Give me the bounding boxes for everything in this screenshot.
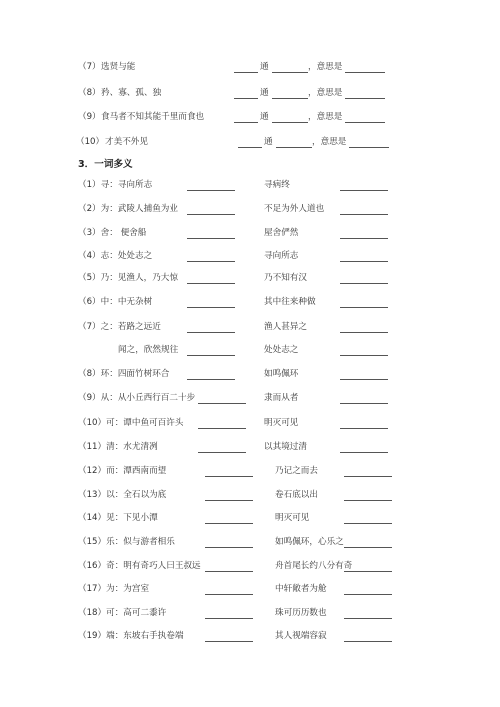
answer-blank[interactable] bbox=[187, 214, 235, 215]
polysemy-row bbox=[0, 537, 500, 549]
answer-blank[interactable] bbox=[276, 147, 312, 148]
left-phrase: 闻之，欣然规往 bbox=[118, 345, 179, 355]
answer-blank[interactable] bbox=[344, 571, 392, 572]
left-phrase: （2）为：武陵人捕鱼为业 bbox=[78, 204, 178, 214]
answer-blank[interactable] bbox=[187, 355, 235, 356]
answer-blank[interactable] bbox=[187, 379, 235, 380]
right-phrase: 明灭可见 bbox=[275, 513, 310, 523]
polysemy-row bbox=[0, 273, 500, 285]
polysemy-row bbox=[0, 369, 500, 381]
right-phrase: 中轩敞者为舱 bbox=[275, 584, 327, 594]
answer-blank[interactable] bbox=[344, 500, 392, 501]
left-phrase: （19）端：东坡右手执卷端 bbox=[78, 631, 184, 641]
answer-blank[interactable] bbox=[344, 476, 392, 477]
left-phrase: （16）奇：明有奇巧人曰王叔远 bbox=[78, 561, 201, 571]
item-number: （8） bbox=[78, 88, 101, 98]
phrase-text: 选贤与能 bbox=[101, 62, 136, 72]
item-number: （9） bbox=[78, 112, 101, 122]
tongjia-row bbox=[0, 137, 500, 149]
answer-blank[interactable] bbox=[349, 147, 389, 148]
answer-blank[interactable] bbox=[344, 641, 392, 642]
tongjia-row bbox=[0, 88, 500, 100]
left-phrase: （5）乃：见渔人，乃大惊 bbox=[78, 273, 178, 283]
polysemy-row bbox=[0, 393, 500, 405]
phrase-text: 食马者不知其能千里而食也 bbox=[101, 112, 205, 122]
answer-blank[interactable] bbox=[272, 98, 308, 99]
right-phrase: 其人视端容寂 bbox=[275, 631, 327, 641]
polysemy-row bbox=[0, 608, 500, 620]
polysemy-row bbox=[0, 513, 500, 525]
right-phrase: 如鸣佩环，心乐之 bbox=[275, 537, 344, 547]
right-phrase: 以其境过清 bbox=[264, 442, 307, 452]
answer-blank[interactable] bbox=[198, 452, 246, 453]
answer-blank[interactable] bbox=[234, 72, 258, 73]
right-phrase: 渔人甚异之 bbox=[264, 322, 307, 332]
tongjia-row bbox=[0, 112, 500, 124]
polysemy-row bbox=[0, 297, 500, 309]
polysemy-row bbox=[0, 490, 500, 502]
answer-blank[interactable] bbox=[340, 261, 388, 262]
answer-blank[interactable] bbox=[344, 547, 392, 548]
section-title: 3．一词多义 bbox=[78, 159, 133, 170]
phrase-text: 矜、寡、孤、独 bbox=[101, 88, 162, 98]
left-phrase: （9）从：从小丘西行百二十步 bbox=[78, 393, 196, 403]
answer-blank[interactable] bbox=[234, 98, 258, 99]
left-phrase: （6）中：中无杂树 bbox=[78, 297, 153, 307]
right-phrase: 寻向所志 bbox=[264, 251, 299, 261]
answer-blank[interactable] bbox=[205, 571, 253, 572]
answer-blank[interactable] bbox=[340, 307, 388, 308]
meaning-label: ，意思是 bbox=[308, 88, 343, 98]
right-phrase: 寻病终 bbox=[264, 180, 290, 190]
right-phrase: 如鸣佩环 bbox=[264, 369, 299, 379]
answer-blank[interactable] bbox=[238, 147, 262, 148]
answer-blank[interactable] bbox=[198, 428, 246, 429]
right-phrase: 舟首尾长约八分有奇 bbox=[275, 561, 353, 571]
polysemy-row bbox=[0, 631, 500, 643]
answer-blank[interactable] bbox=[340, 452, 388, 453]
phrase-text: 才美不外见 bbox=[105, 137, 148, 147]
meaning-label: ，意思是 bbox=[312, 137, 347, 147]
answer-blank[interactable] bbox=[345, 72, 385, 73]
answer-blank[interactable] bbox=[340, 283, 388, 284]
answer-blank[interactable] bbox=[340, 332, 388, 333]
answer-blank[interactable] bbox=[234, 122, 258, 123]
answer-blank[interactable] bbox=[345, 98, 385, 99]
answer-blank[interactable] bbox=[205, 618, 253, 619]
answer-blank[interactable] bbox=[340, 379, 388, 380]
left-phrase: （13）以：全石以为底 bbox=[78, 490, 167, 500]
right-phrase: 屋舍俨然 bbox=[264, 228, 299, 238]
right-phrase: 珠可历历数也 bbox=[275, 608, 327, 618]
answer-blank[interactable] bbox=[272, 72, 308, 73]
tong-label: 通 bbox=[260, 62, 269, 72]
right-phrase: 乃不知有汉 bbox=[264, 273, 307, 283]
right-phrase: 不足为外人道也 bbox=[264, 204, 325, 214]
tong-label: 通 bbox=[260, 88, 269, 98]
tong-label: 通 bbox=[260, 112, 269, 122]
polysemy-row bbox=[0, 228, 500, 240]
answer-blank[interactable] bbox=[340, 190, 388, 191]
polysemy-row bbox=[0, 251, 500, 263]
polysemy-row bbox=[0, 584, 500, 596]
left-phrase: （11）清：水尤清冽 bbox=[78, 442, 158, 452]
left-phrase: （1）寻：寻向所志 bbox=[78, 180, 153, 190]
right-phrase: 卷石底以出 bbox=[275, 490, 318, 500]
left-phrase: （10）可：谭中鱼可百许头 bbox=[78, 418, 184, 428]
left-phrase: （8）环：四面竹树环合 bbox=[78, 369, 170, 379]
polysemy-row bbox=[0, 561, 500, 573]
answer-blank[interactable] bbox=[205, 547, 253, 548]
right-phrase: 其中往来种做 bbox=[264, 297, 316, 307]
answer-blank[interactable] bbox=[187, 190, 235, 191]
tong-label: 通 bbox=[264, 137, 273, 147]
item-number: （7） bbox=[78, 62, 101, 72]
meaning-label: ，意思是 bbox=[308, 112, 343, 122]
answer-blank[interactable] bbox=[340, 355, 388, 356]
answer-blank[interactable] bbox=[205, 523, 253, 524]
left-phrase: （12）而：潭西南而望 bbox=[78, 466, 167, 476]
answer-blank[interactable] bbox=[345, 122, 385, 123]
answer-blank[interactable] bbox=[187, 238, 235, 239]
answer-blank[interactable] bbox=[340, 403, 388, 404]
right-phrase: 处处志之 bbox=[264, 345, 299, 355]
right-phrase: 乃记之而去 bbox=[275, 466, 318, 476]
answer-blank[interactable] bbox=[187, 283, 235, 284]
polysemy-row bbox=[0, 418, 500, 430]
polysemy-row bbox=[0, 466, 500, 478]
left-phrase: （14）见：下见小潭 bbox=[78, 513, 158, 523]
polysemy-row bbox=[0, 322, 500, 334]
answer-blank[interactable] bbox=[205, 641, 253, 642]
left-phrase: （7）之：若路之远近 bbox=[78, 322, 161, 332]
answer-blank[interactable] bbox=[344, 618, 392, 619]
answer-blank[interactable] bbox=[187, 307, 235, 308]
polysemy-row bbox=[0, 345, 500, 357]
left-phrase: （3）舍： 便舍船 bbox=[78, 228, 147, 238]
answer-blank[interactable] bbox=[198, 403, 246, 404]
answer-blank[interactable] bbox=[205, 476, 253, 477]
left-phrase: （18）可：高可二黍许 bbox=[78, 608, 167, 618]
right-phrase: 隶而从者 bbox=[264, 393, 299, 403]
answer-blank[interactable] bbox=[187, 332, 235, 333]
answer-blank[interactable] bbox=[340, 428, 388, 429]
answer-blank[interactable] bbox=[344, 523, 392, 524]
answer-blank[interactable] bbox=[187, 261, 235, 262]
right-phrase: 明灭可见 bbox=[264, 418, 299, 428]
left-phrase: （17）为：为宫室 bbox=[78, 584, 150, 594]
answer-blank[interactable] bbox=[205, 500, 253, 501]
answer-blank[interactable] bbox=[272, 122, 308, 123]
polysemy-row bbox=[0, 180, 500, 192]
item-number: （10） bbox=[76, 137, 105, 147]
answer-blank[interactable] bbox=[340, 214, 388, 215]
polysemy-row bbox=[0, 442, 500, 454]
tongjia-row bbox=[0, 62, 500, 74]
left-phrase: （15）乐：似与游者相乐 bbox=[78, 537, 175, 547]
polysemy-row bbox=[0, 204, 500, 216]
meaning-label: ，意思是 bbox=[308, 62, 343, 72]
answer-blank[interactable] bbox=[344, 594, 392, 595]
left-phrase: （4）志：处处志之 bbox=[78, 251, 153, 261]
answer-blank[interactable] bbox=[205, 594, 253, 595]
answer-blank[interactable] bbox=[340, 238, 388, 239]
